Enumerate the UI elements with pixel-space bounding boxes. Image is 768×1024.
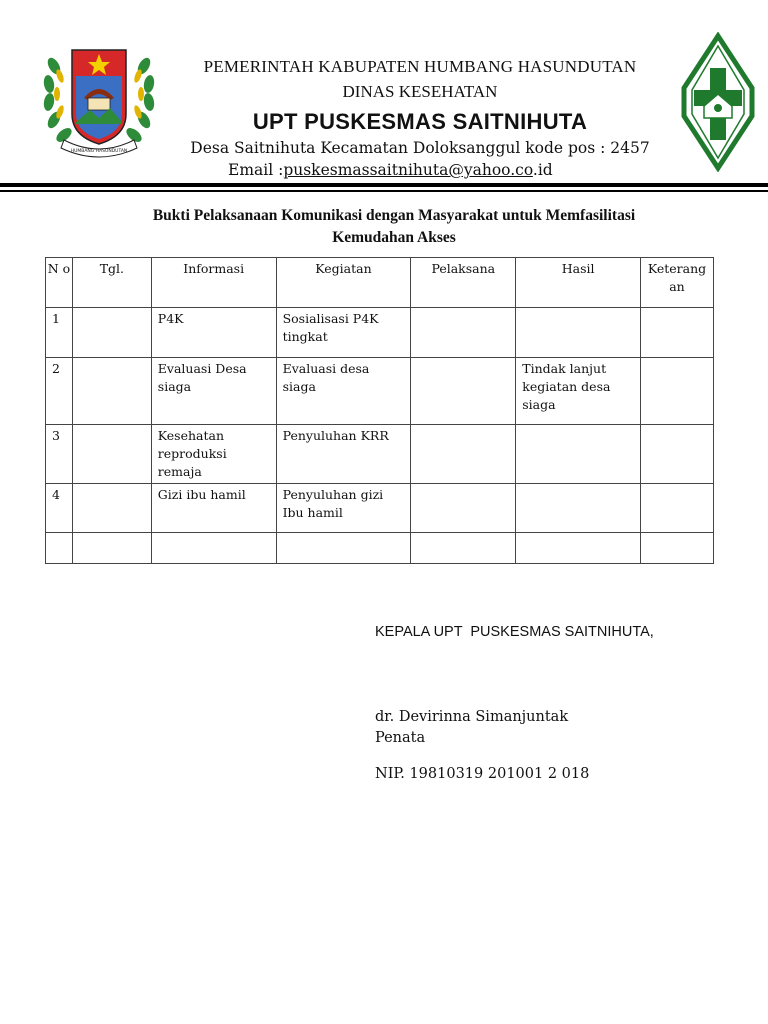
cell-pelaksana <box>411 308 516 358</box>
signer-position: KEPALA UPT PUSKESMAS SAITNIHUTA, <box>375 624 654 640</box>
cell-hasil <box>516 533 641 564</box>
regency-emblem-logo <box>40 36 158 162</box>
cell-pelaksana <box>411 425 516 484</box>
signer-name: dr. Devirinna Simanjuntak <box>375 709 569 725</box>
cell-no: 1 <box>46 308 73 358</box>
document-title-line2: Kemudahan Akses <box>332 229 456 246</box>
cell-informasi: Gizi ibu hamil <box>151 484 276 533</box>
column-header-tgl: Tgl. <box>72 258 151 308</box>
cell-no: 3 <box>46 425 73 484</box>
table-row <box>46 533 714 564</box>
puskesmas-cross-logo <box>680 32 756 172</box>
signer-rank: Penata <box>375 730 426 746</box>
cell-keterangan <box>641 425 714 484</box>
cell-informasi: P4K <box>151 308 276 358</box>
cell-pelaksana <box>411 484 516 533</box>
column-header-pelaksana: Pelaksana <box>411 258 516 308</box>
cell-keterangan <box>641 533 714 564</box>
cell-pelaksana <box>411 533 516 564</box>
table-row <box>46 358 714 425</box>
cell-kegiatan: Penyuluhan gizi Ibu hamil <box>276 484 411 533</box>
cell-tgl <box>72 308 151 358</box>
cell-hasil <box>516 308 641 358</box>
table-row <box>46 308 714 358</box>
column-header-hasil: Hasil <box>516 258 641 308</box>
signer-nip: NIP. 19810319 201001 2 018 <box>375 766 590 782</box>
email-label: Email : <box>228 161 284 179</box>
cell-tgl <box>72 484 151 533</box>
cell-no: 2 <box>46 358 73 425</box>
cell-tgl <box>72 358 151 425</box>
column-header-informasi: Informasi <box>151 258 276 308</box>
cell-kegiatan <box>276 533 411 564</box>
cell-tgl <box>72 533 151 564</box>
institution-name: UPT PUSKESMAS SAITNIHUTA <box>252 109 588 134</box>
cell-keterangan <box>641 308 714 358</box>
header-divider-thin <box>0 190 768 192</box>
table-header-row <box>46 258 714 308</box>
cell-keterangan <box>641 484 714 533</box>
email-suffix: .id <box>532 161 553 179</box>
cell-hasil: Tindak lanjut kegiatan desa siaga <box>516 358 641 425</box>
government-name: PEMERINTAH KABUPATEN HUMBANG HASUNDUTAN <box>203 57 637 76</box>
activity-table <box>45 257 714 564</box>
cell-no <box>46 533 73 564</box>
email-link[interactable]: puskesmassaitnihuta@yahoo.co <box>283 161 533 179</box>
cell-kegiatan: Sosialisasi P4K tingkat <box>276 308 411 358</box>
emblem-ribbon-text: HUMBANG HASUNDUTAN <box>70 149 128 154</box>
cell-informasi: Evaluasi Desa siaga <box>151 358 276 425</box>
agency-name: DINAS KESEHATAN <box>342 82 498 101</box>
cell-tgl <box>72 425 151 484</box>
cell-pelaksana <box>411 358 516 425</box>
cell-keterangan <box>641 358 714 425</box>
header-divider-thick <box>0 183 768 187</box>
address-line: Desa Saitnihuta Kecamatan Doloksanggul kode pos : 2457 <box>190 139 650 157</box>
column-header-keterangan: Keterang an <box>641 258 714 308</box>
document-title-line1: Bukti Pelaksanaan Komunikasi dengan Masyarakat untuk Memfasilitasi <box>152 207 636 224</box>
table-row <box>46 425 714 484</box>
cell-hasil <box>516 425 641 484</box>
cell-kegiatan: Evaluasi desa siaga <box>276 358 411 425</box>
document-title <box>60 205 728 249</box>
cell-no: 4 <box>46 484 73 533</box>
email-line <box>228 161 628 179</box>
cell-informasi: Kesehatan reproduksi remaja <box>151 425 276 484</box>
table-row <box>46 484 714 533</box>
cell-hasil <box>516 484 641 533</box>
cell-informasi <box>151 533 276 564</box>
cell-kegiatan: Penyuluhan KRR <box>276 425 411 484</box>
column-header-no: N o <box>46 258 73 308</box>
column-header-kegiatan: Kegiatan <box>276 258 411 308</box>
